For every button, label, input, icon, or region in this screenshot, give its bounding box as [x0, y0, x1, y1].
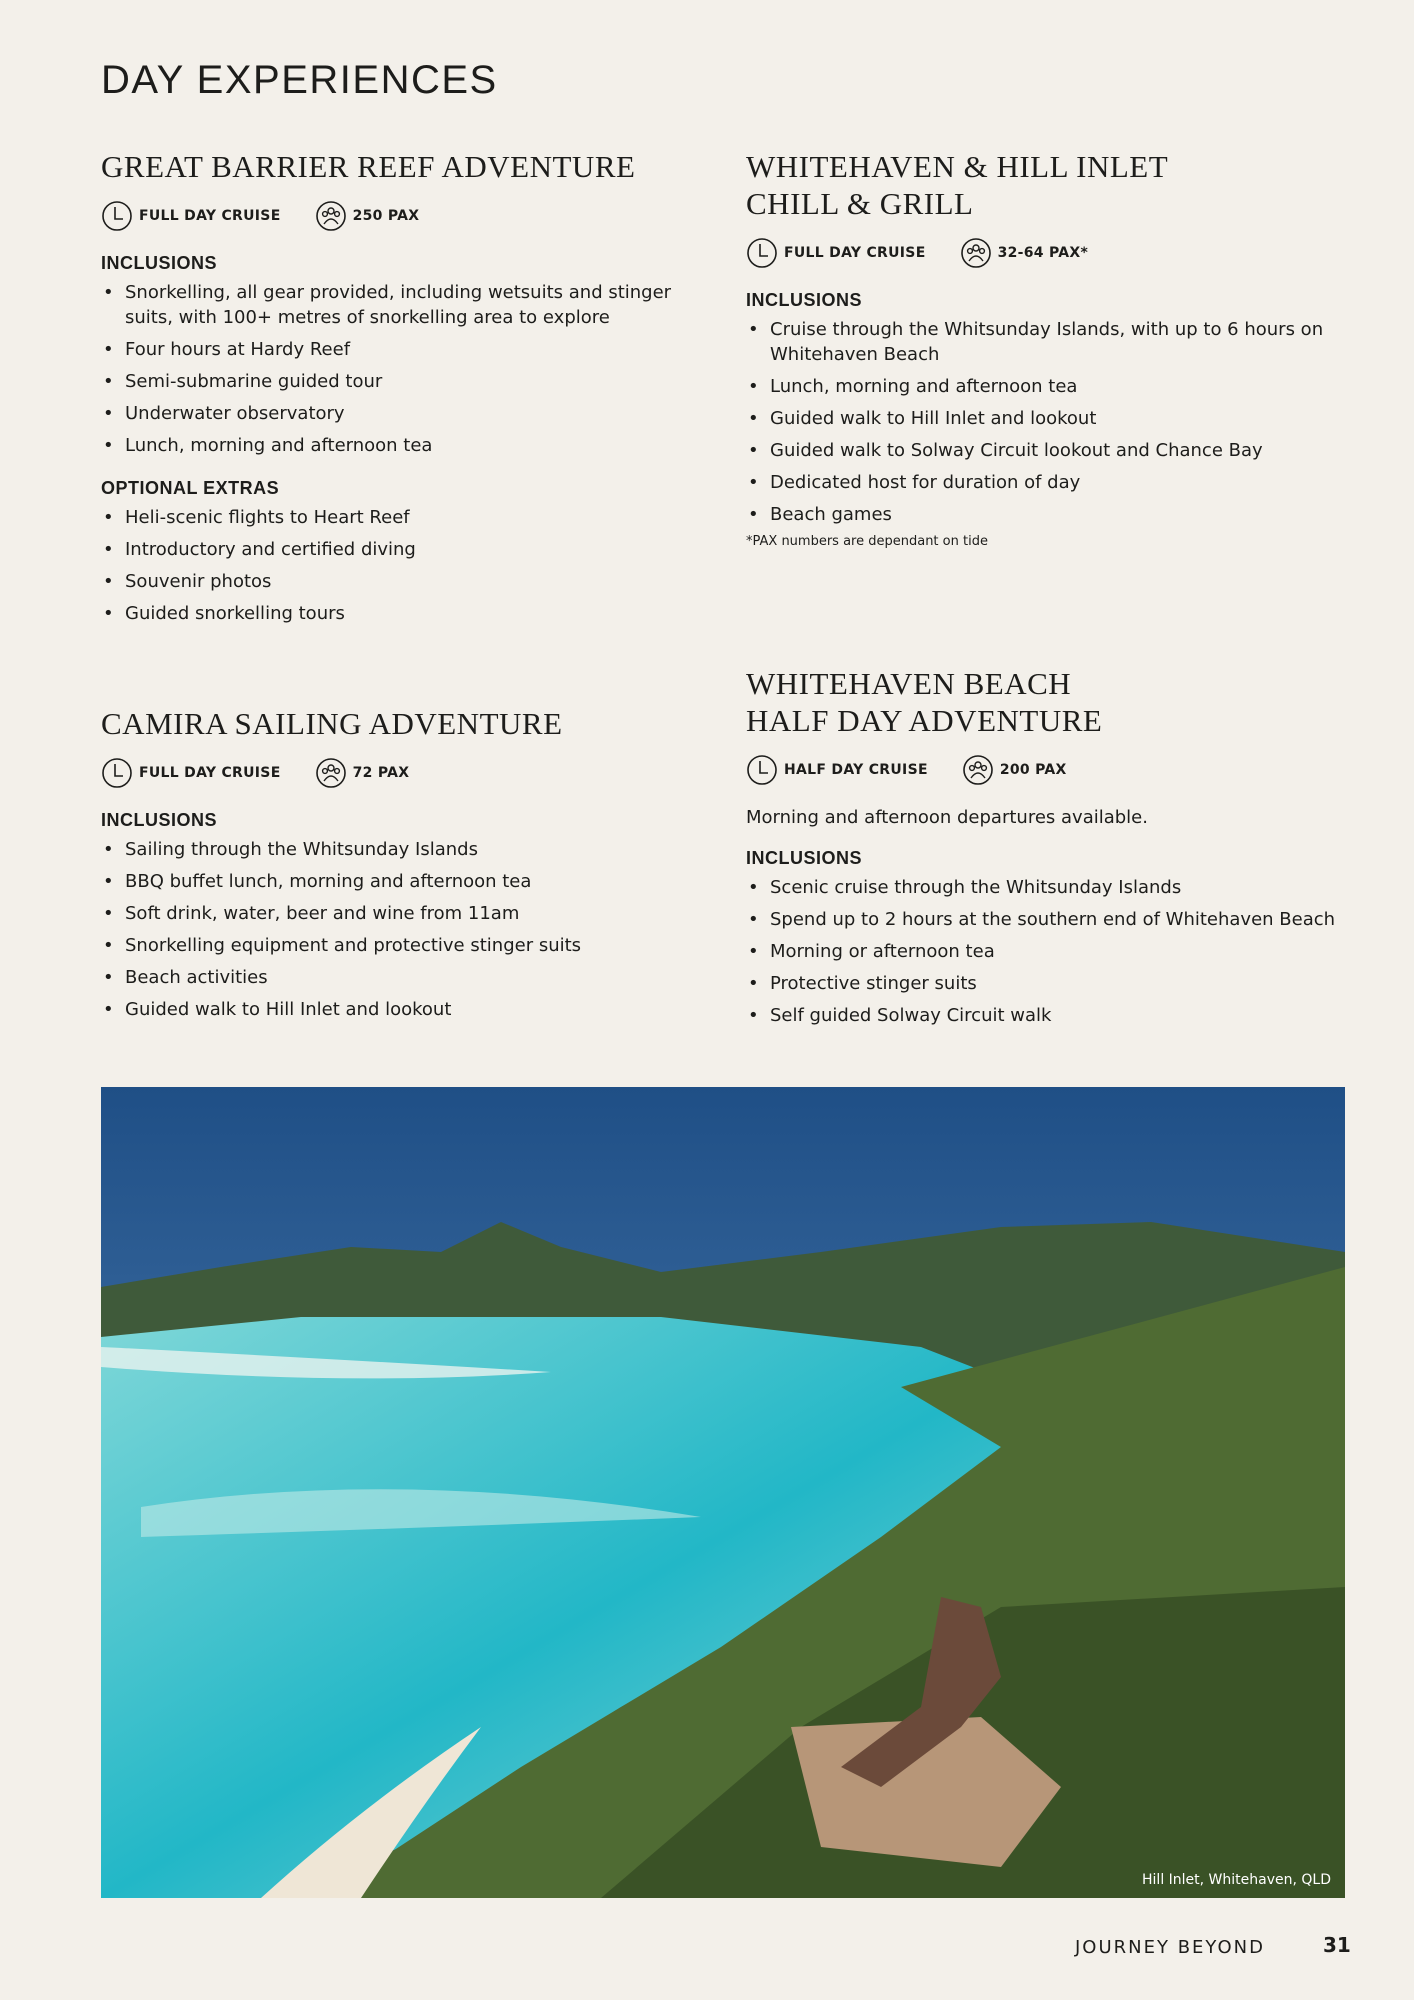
photo-caption: Hill Inlet, Whitehaven, QLD [1142, 1872, 1331, 1888]
inclusions-list [101, 280, 701, 458]
capacity [962, 754, 1067, 786]
pax-label: 72 PAX [352, 765, 410, 781]
inclusions-heading: INCLUSIONS [101, 253, 218, 273]
list-item: • Scenic cruise through the Whitsunday Islands [746, 875, 1346, 900]
list-item: • Guided walk to Hill Inlet and lookout [101, 997, 701, 1022]
inclusions-list [746, 875, 1346, 1028]
capacity [315, 200, 420, 232]
list-item: • Beach games [746, 502, 1346, 527]
section-title-line: WHITEHAVEN BEACH [746, 666, 1072, 701]
people-icon [960, 237, 992, 269]
footer-brand: JOURNEY BEYOND [1075, 1937, 1265, 1958]
section-title-line: CAMIRA SAILING ADVENTURE [101, 706, 563, 741]
section-title-line: WHITEHAVEN & HILL INLET [746, 149, 1169, 184]
people-icon [962, 754, 994, 786]
list-item: • Underwater observatory [101, 401, 701, 426]
section-title-line: CHILL & GRILL [746, 186, 974, 221]
footnote: *PAX numbers are dependant on tide [746, 534, 988, 549]
intro-text: Morning and afternoon departures available. [746, 807, 1148, 828]
extras-list [101, 505, 701, 626]
pax-label: 250 PAX [352, 208, 420, 224]
list-item: • Introductory and certified diving [101, 537, 701, 562]
list-item: • Dedicated host for duration of day [746, 470, 1346, 495]
list-item: • Morning or afternoon tea [746, 939, 1346, 964]
experience-section [101, 148, 701, 633]
inclusions-heading: INCLUSIONS [746, 848, 863, 868]
inclusions-heading: INCLUSIONS [746, 290, 863, 310]
experience-section [746, 148, 1346, 549]
people-icon [315, 757, 347, 789]
clock-icon [746, 237, 778, 269]
inclusions-list [101, 837, 701, 1022]
section-title-line: HALF DAY ADVENTURE [746, 703, 1103, 738]
page-number: 31 [1323, 1933, 1351, 1957]
list-item: • Heli-scenic flights to Heart Reef [101, 505, 701, 530]
duration [746, 754, 928, 786]
list-item: • Cruise through the Whitsunday Islands, with up to 6 hours on Whitehaven Beach [746, 317, 1346, 367]
experience-section [101, 705, 701, 1029]
list-item: • Snorkelling equipment and protective stinger suits [101, 933, 701, 958]
extras-heading: OPTIONAL EXTRAS [101, 478, 280, 498]
list-item: • BBQ buffet lunch, morning and afternoon tea [101, 869, 701, 894]
section-title-line: GREAT BARRIER REEF ADVENTURE [101, 149, 636, 184]
pax-label: 32-64 PAX* [997, 245, 1089, 261]
pax-label: 200 PAX [999, 762, 1067, 778]
list-item: • Spend up to 2 hours at the southern end of Whitehaven Beach [746, 907, 1346, 932]
section-title [746, 148, 1346, 222]
list-item: • Guided walk to Hill Inlet and lookout [746, 406, 1346, 431]
duration [746, 237, 926, 269]
capacity [960, 237, 1089, 269]
list-item: • Beach activities [101, 965, 701, 990]
capacity [315, 757, 410, 789]
list-item: • Sailing through the Whitsunday Islands [101, 837, 701, 862]
hill-inlet-photo [101, 1087, 1345, 1898]
clock-icon [746, 754, 778, 786]
list-item: • Self guided Solway Circuit walk [746, 1003, 1346, 1028]
clock-icon [101, 757, 133, 789]
inclusions-heading: INCLUSIONS [101, 810, 218, 830]
experience-section [746, 665, 1346, 1035]
list-item: • Guided walk to Solway Circuit lookout and Chance Bay [746, 438, 1346, 463]
list-item: • Lunch, morning and afternoon tea [746, 374, 1346, 399]
inclusions-list [746, 317, 1346, 527]
duration-label: FULL DAY CRUISE [139, 765, 281, 781]
people-icon [315, 200, 347, 232]
section-title [101, 148, 701, 185]
duration-label: FULL DAY CRUISE [139, 208, 281, 224]
page-title: DAY EXPERIENCES [101, 58, 498, 102]
list-item: • Soft drink, water, beer and wine from 11am [101, 901, 701, 926]
section-title [101, 705, 701, 742]
duration [101, 200, 281, 232]
list-item: • Guided snorkelling tours [101, 601, 701, 626]
list-item: • Snorkelling, all gear provided, including wetsuits and stinger suits, with 100+ metres of snorkelling area to explore [101, 280, 701, 330]
list-item: • Four hours at Hardy Reef [101, 337, 701, 362]
list-item: • Protective stinger suits [746, 971, 1346, 996]
list-item: • Lunch, morning and afternoon tea [101, 433, 701, 458]
list-item: • Souvenir photos [101, 569, 701, 594]
duration [101, 757, 281, 789]
list-item: • Semi-submarine guided tour [101, 369, 701, 394]
section-title [746, 665, 1346, 739]
duration-label: FULL DAY CRUISE [784, 245, 926, 261]
clock-icon [101, 200, 133, 232]
duration-label: HALF DAY CRUISE [784, 762, 928, 778]
